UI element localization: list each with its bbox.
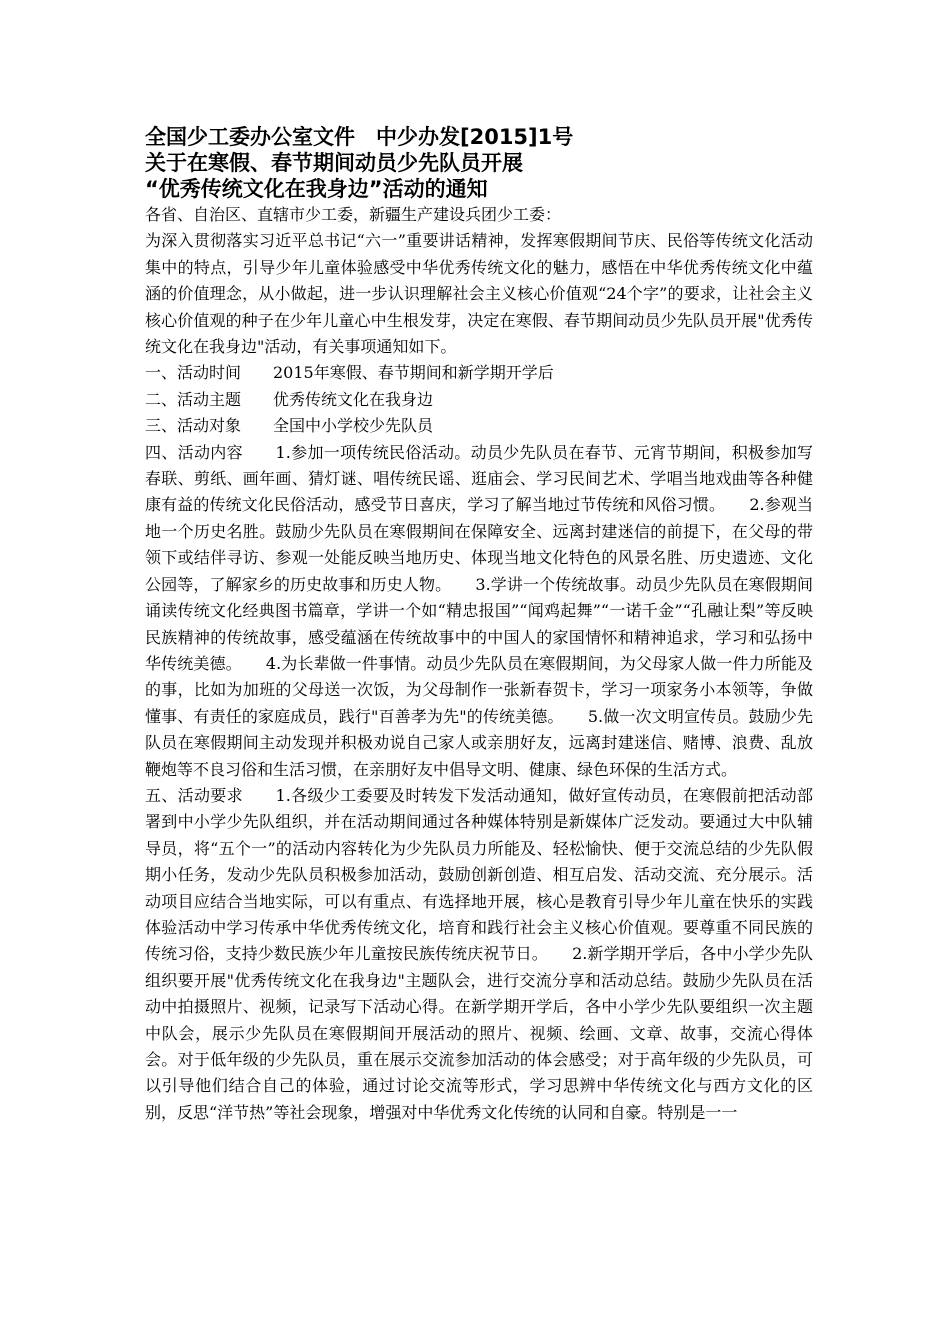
document-heading-line-2: 关于在寒假、春节期间动员少先队员开展: [145, 151, 523, 175]
section-activity-target: 三、活动对象 全国中小学校少先队员: [145, 416, 434, 436]
document-page: [145, 124, 813, 1126]
salutation: 各省、自治区、直辖市少工委，新疆生产建设兵团少工委：: [145, 205, 562, 224]
section-activity-requirements: 五、活动要求 1.各级少工委要及时转发下发活动通知，做好宣传动员，在寒假前把活动部署到中小学少先队组织，并在活动期间通过各种媒体特别是新媒体广泛发动。要通过大中队辅导员，将“五个一”的活动内容转化为少先队员力所能及、轻松愉快、便于交流总结的少先队假期小任务，发动少先队员积极参加活动，鼓励创新创造、相互启发、活动交流、充分展示。活动项目应结合当地实际，可以有重点、有选择地开展，核心是教育引导少年儿童在快乐的实践体验活动中学习传承中华优秀传统文化，培育和践行社会主义核心价值观。要尊重不同民族的传统习俗，支持少数民族少年儿童按民族传统庆祝节日。 2.新学期开学后，各中小学少先队组织要开展"优秀传统文化在我身边"主题队会，进行交流分享和活动总结。鼓励少先队员在活动中拍摄照片、视频，记录写下活动心得。在新学期开学后，各中小学少先队要组织一次主题中队会，展示少先队员在寒假期间开展活动的照片、视频、绘画、文章、故事，交流心得体会。对于低年级的少先队员，重在展示交流参加活动的体会感受；对于高年级的少先队员，可以引导他们结合自己的体验，通过讨论交流等形式，学习思辨中华传统文化与西方文化的区别，反思“洋节热”等社会现象，增强对中华优秀文化传统的认同和自豪。特别是一一: [145, 785, 813, 1122]
document-heading-line-3: “优秀传统文化在我身边”活动的通知: [145, 177, 488, 201]
section-activity-content: 四、活动内容 1.参加一项传统民俗活动。动员少先队员在春节、元宵节期间，积极参加写春联、剪纸、画年画、猜灯谜、唱传统民谣、逛庙会、学习民间艺术、学唱当地戏曲等各种健康有益的传统文化民俗活动，感受节日喜庆，学习了解当地过节传统和风俗习惯。 2.参观当地一个历史名胜。鼓励少先队员在寒假期间在保障安全、远离封建迷信的前提下，在父母的带领下或结伴寻访、参观一处能反映当地历史、体现当地文化特色的风景名胜、历史遗迹、文化公园等，了解家乡的历史故事和历史人物。 3.学讲一个传统故事。动员少先队员在寒假期间诵读传统文化经典图书篇章，学讲一个如“精忠报国”“闻鸡起舞”“一诺千金”“孔融让梨”等反映民族精神的传统故事，感受蕴涵在传统故事中的中国人的家国情怀和精神追求，学习和弘扬中华传统美德。 4.为长辈做一件事情。动员少先队员在寒假期间，为父母家人做一件力所能及的事，比如为加班的父母送一次饭，为父母制作一张新春贺卡，学习一项家务小本领等，争做懂事、有责任的家庭成员，践行"百善孝为先"的传统美德。 5.做一次文明宣传员。鼓励少先队员在寒假期间主动发现并积极劝说自己家人或亲朋好友，远离封建迷信、赌博、浪费、乱放鞭炮等不良习俗和生活习惯，在亲朋好友中倡导文明、健康、绿色环保的生活方式。: [145, 442, 813, 779]
document-heading-line-1: 全国少工委办公室文件 中少办发[2015]1号: [145, 125, 574, 149]
section-activity-time: 一、活动时间 2015年寒假、春节期间和新学期开学后: [145, 363, 554, 383]
intro-paragraph: 为深入贯彻落实习近平总书记“六一”重要讲话精神，发挥寒假期间节庆、民俗等传统文化活动集中的特点，引导少年儿童体验感受中华优秀传统文化的魅力，感悟在中华优秀传统文化中蕴涵的价值理念，从小做起，进一步认识理解社会主义核心价值观“24个字”的要求，让社会主义核心价值观的种子在少年儿童心中生根发芽，决定在寒假、春节期间动员少先队员开展"优秀传统文化在我身边"活动，有关事项通知如下。: [145, 231, 813, 357]
section-activity-theme: 二、活动主题 优秀传统文化在我身边: [145, 389, 434, 409]
